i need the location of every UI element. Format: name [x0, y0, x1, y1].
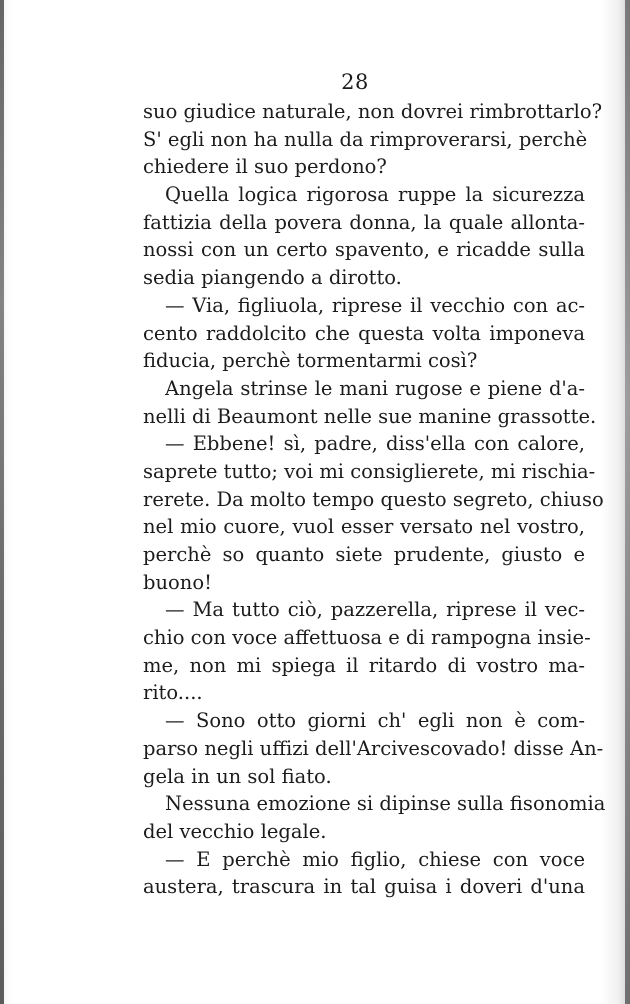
page-number: 28: [341, 70, 369, 94]
text-line: suo giudice naturale, non dovrei rimbrottarlo?: [143, 100, 603, 123]
text-line: — E perchè mio figlio, chiese con voce: [165, 847, 585, 871]
text-line: gela in un sol fiato.: [143, 764, 332, 788]
text-line: cento raddolcito che questa volta imponeva: [143, 321, 585, 345]
text-line: nelli di Beaumont nelle sue manine grassotte.: [143, 404, 597, 428]
text-line: fattizia della povera donna, la quale allonta-: [143, 210, 585, 234]
text-line: Nessuna emozione si dipinse sulla fisonomia: [165, 792, 606, 816]
text-line: del vecchio legale.: [143, 819, 327, 843]
body-text: [143, 98, 606, 901]
text-line: sedia piangendo a dirotto.: [143, 266, 402, 290]
text-line: S' egli non ha nulla da rimproverarsi, perchè: [143, 127, 588, 151]
text-line: me, non mi spiega il ritardo di vostro ma-: [143, 653, 585, 677]
text-line: rerete. Da molto tempo questo segreto, chiuso: [143, 487, 604, 511]
text-line: perchè so quanto siete prudente, giusto e: [143, 543, 585, 566]
text-line: fiducia, perchè tormentarmi così?: [143, 349, 478, 373]
text-line: Quella logica rigorosa ruppe la sicurezza: [165, 183, 585, 207]
page-right-edge: [625, 0, 630, 1004]
text-line: chio con voce affettuosa e di rampogna insie-: [143, 626, 591, 650]
text-line: rito....: [143, 681, 203, 705]
text-line: — Ebbene! sì, padre, diss'ella con calore,: [165, 432, 585, 456]
text-line: — Via, figliuola, riprese il vecchio con ac-: [165, 293, 585, 317]
text-line: austera, trascura in tal guisa i doveri d'una: [143, 875, 585, 899]
text-line: parso negli uffizi dell'Arcivescovado! disse An-: [143, 736, 604, 760]
page-left-edge: [0, 0, 4, 1004]
text-line: saprete tutto; voi mi consiglierete, mi rischia-: [143, 459, 596, 483]
text-line: nossi con un certo spavento, e ricadde sulla: [143, 238, 585, 262]
text-line: buono!: [143, 570, 212, 594]
text-line: — Sono otto giorni ch' egli non è com-: [165, 709, 585, 733]
text-line: nel mio cuore, vuol esser versato nel vostro,: [143, 515, 585, 539]
text-line: chiedere il suo perdono?: [143, 155, 387, 179]
text-line: — Ma tutto ciò, pazzerella, riprese il vec-: [165, 598, 585, 622]
text-line: Angela strinse le mani rugose e piene d'a-: [165, 376, 585, 400]
